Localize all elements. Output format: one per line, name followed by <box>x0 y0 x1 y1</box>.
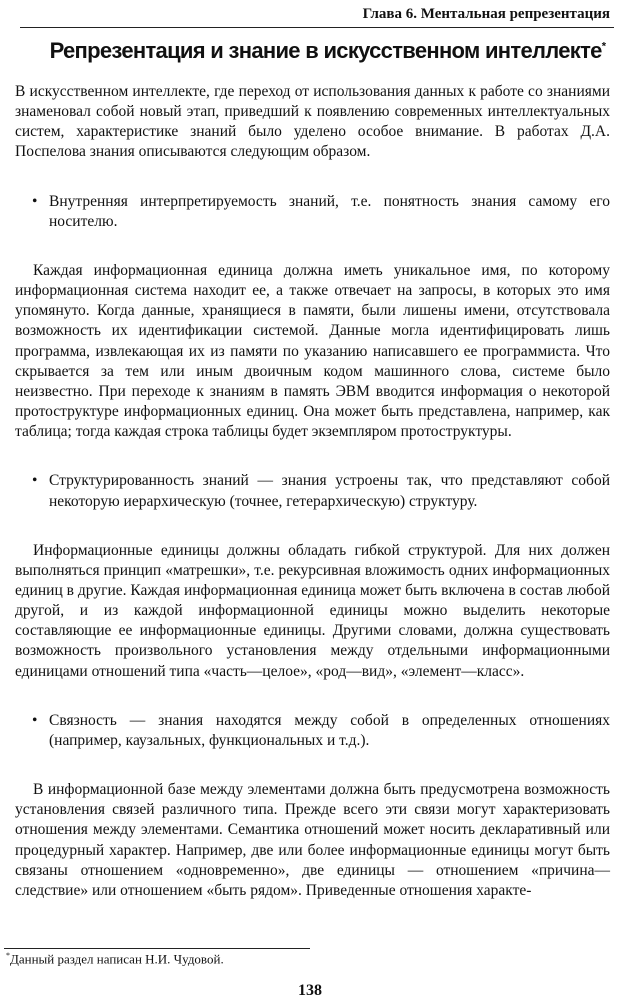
bullet-icon: • <box>32 711 38 729</box>
footnote <box>6 951 224 967</box>
bullet-icon: • <box>32 472 38 490</box>
paragraph: Каждая информационная единица должна иметь уникальное имя, по которому информационная система находит ее, а также отвечает на запросы, в которых это имя упомянуто. Когда данные, хранящиеся в памяти, были лишены имени, отсутствовала возможность их идентификации системой. Данные могла идентифицировать лишь программа, извлекающая их из памяти по указанию написавшего ее программиста. Что скрывается за тем или иным двоичным кодом машинного слова, системе было неизвестно. При переходе к знаниям в память ЭВМ вводится информация о некоторой протоструктуре информационных единиц. Она может быть представлена, например, как таблица; тогда каждая строка таблицы будет экземпляром протоструктуры. <box>15 261 610 441</box>
body-text <box>15 82 610 930</box>
paragraph: В информационной базе между элементами должна быть предусмотрена возможность установления связей различного типа. Прежде всего эти связи могут характеризовать отношения между элементами. Семантика отношений может носить декларативный или процедурный характер. Например, две или более информационные единицы могут быть связаны отношением «одновременно», две единицы — отношением «причина—следствие» или отношением «быть рядом». Приведенные отношения характе- <box>15 781 610 899</box>
header-rule <box>20 27 614 28</box>
footnote-rule <box>4 948 310 949</box>
bullet-item <box>15 711 610 751</box>
page-number: 138 <box>298 982 322 999</box>
footnote-text: Данный раздел написан Н.И. Чудовой. <box>10 951 224 967</box>
bullet-icon: • <box>32 192 38 210</box>
footnote-marker: * <box>601 40 606 53</box>
section-title-text: Репрезентация и знание в искусственном интеллекте <box>49 38 602 63</box>
bullet-item <box>15 192 610 232</box>
bullet-text: Связность — знания находятся между собой в определенных отношениях (например, каузальных, функциональных и т.д.). <box>49 711 610 749</box>
footnote-marker: * <box>6 951 10 960</box>
running-head: Глава 6. Ментальная репрезентация <box>362 6 610 22</box>
bullet-text: Структурированность знаний — знания устроены так, что представляют собой некоторую иерархическую (точнее, гетерархическую) структуру. <box>49 472 610 510</box>
paragraph: В искусственном интеллекте, где переход от использования данных к работе со знаниями знаменовал собой новый этап, приведший к появлению современных интеллектуальных систем, характеристике знаний было уделено особое внимание. В работах Д.А. Поспелова знания описываются следующим образом. <box>15 83 610 161</box>
bullet-text: Внутренняя интерпретируемость знаний, т.е. понятность знания самому его носителю. <box>49 192 610 230</box>
bullet-item <box>15 471 610 511</box>
section-title <box>50 38 606 64</box>
paragraph: Информационные единицы должны обладать гибкой структурой. Для них должен выполняться принцип «матрешки», т.е. рекурсивная вложимость одних информационных единиц в другие. Каждая информационная единица может быть включена в состав любой другой, и из каждой информационной единицы можно выделить некоторые составляющие ее информационные единицы. Другими словами, должна существовать возможность произвольного установления между отдельными информационными единицами отношений типа «часть—целое», «род—вид», «элемент—класс». <box>15 541 610 680</box>
